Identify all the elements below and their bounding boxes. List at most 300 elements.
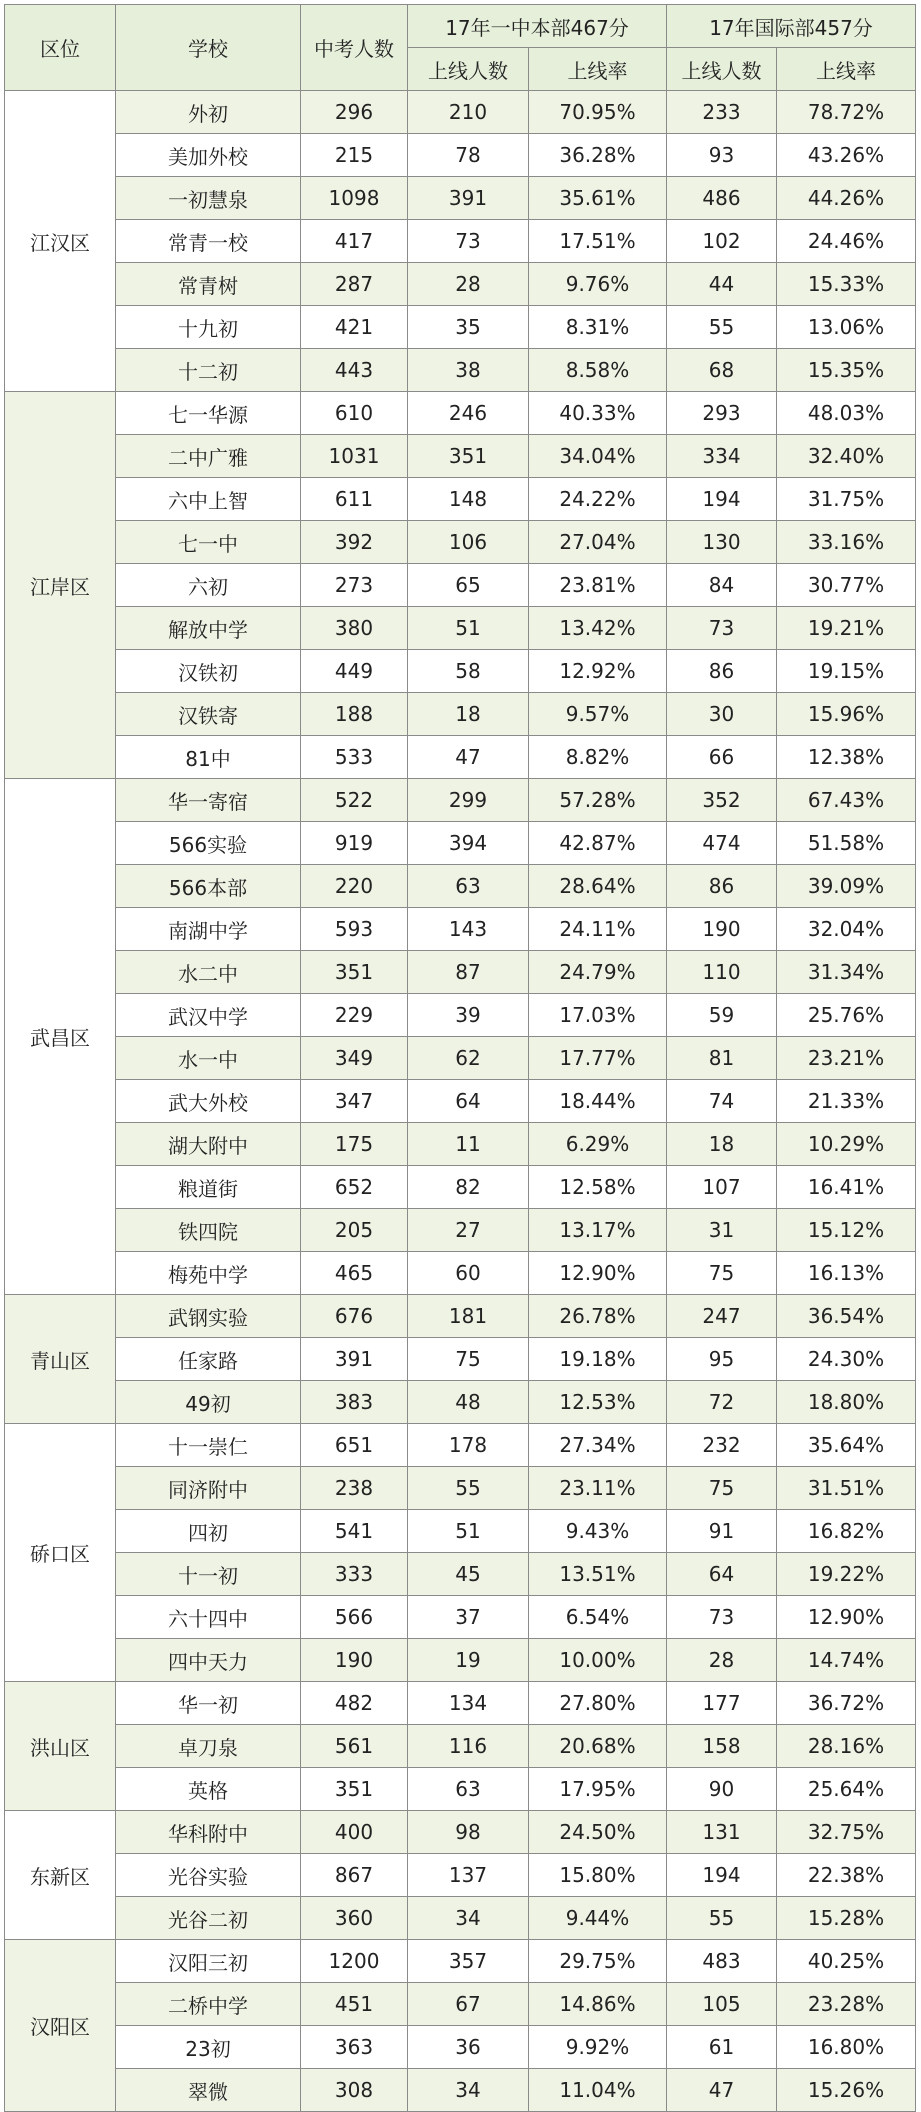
group1-passed-cell: 299 bbox=[408, 779, 529, 822]
school-cell: 梅苑中学 bbox=[116, 1252, 301, 1295]
group1-passed-cell: 181 bbox=[408, 1295, 529, 1338]
group1-passed-cell: 63 bbox=[408, 865, 529, 908]
exam-count-cell: 308 bbox=[301, 2069, 408, 2112]
school-cell: 六中上智 bbox=[116, 478, 301, 521]
group2-passed-cell: 59 bbox=[667, 994, 777, 1037]
table-row bbox=[5, 134, 916, 177]
exam-count-cell: 175 bbox=[301, 1123, 408, 1166]
group1-rate-cell: 57.28% bbox=[529, 779, 667, 822]
school-cell: 二中广雅 bbox=[116, 435, 301, 478]
group2-passed-cell: 81 bbox=[667, 1037, 777, 1080]
exam-count-cell: 392 bbox=[301, 521, 408, 564]
group2-passed-cell: 131 bbox=[667, 1811, 777, 1854]
exam-count-cell: 652 bbox=[301, 1166, 408, 1209]
group1-rate-cell: 42.87% bbox=[529, 822, 667, 865]
exam-count-cell: 347 bbox=[301, 1080, 408, 1123]
group2-rate-cell: 30.77% bbox=[777, 564, 916, 607]
group2-passed-cell: 190 bbox=[667, 908, 777, 951]
group2-passed-cell: 247 bbox=[667, 1295, 777, 1338]
district-cell: 武昌区 bbox=[5, 779, 116, 1295]
exam-count-cell: 380 bbox=[301, 607, 408, 650]
group2-rate-cell: 15.28% bbox=[777, 1897, 916, 1940]
group2-passed-cell: 44 bbox=[667, 263, 777, 306]
group1-rate-cell: 9.43% bbox=[529, 1510, 667, 1553]
group2-rate-cell: 43.26% bbox=[777, 134, 916, 177]
exam-count-cell: 522 bbox=[301, 779, 408, 822]
table-row bbox=[5, 521, 916, 564]
group2-passed-cell: 61 bbox=[667, 2026, 777, 2069]
group1-rate-cell: 17.95% bbox=[529, 1768, 667, 1811]
group2-passed-cell: 352 bbox=[667, 779, 777, 822]
exam-count-cell: 296 bbox=[301, 91, 408, 134]
group2-rate-cell: 31.34% bbox=[777, 951, 916, 994]
group2-passed-cell: 90 bbox=[667, 1768, 777, 1811]
group2-passed-cell: 68 bbox=[667, 349, 777, 392]
school-cell: 解放中学 bbox=[116, 607, 301, 650]
exam-count-cell: 561 bbox=[301, 1725, 408, 1768]
table-row bbox=[5, 564, 916, 607]
table-row bbox=[5, 1080, 916, 1123]
school-cell: 水一中 bbox=[116, 1037, 301, 1080]
group2-rate-cell: 14.74% bbox=[777, 1639, 916, 1682]
exam-count-cell: 215 bbox=[301, 134, 408, 177]
table-row bbox=[5, 2026, 916, 2069]
group1-passed-cell: 64 bbox=[408, 1080, 529, 1123]
school-cell: 十二初 bbox=[116, 349, 301, 392]
table-row bbox=[5, 1037, 916, 1080]
group1-rate-cell: 18.44% bbox=[529, 1080, 667, 1123]
school-cell: 四中天力 bbox=[116, 1639, 301, 1682]
table-row bbox=[5, 822, 916, 865]
table-row bbox=[5, 908, 916, 951]
exam-count-cell: 363 bbox=[301, 2026, 408, 2069]
group2-rate-cell: 28.16% bbox=[777, 1725, 916, 1768]
group2-passed-cell: 233 bbox=[667, 91, 777, 134]
group1-passed-cell: 11 bbox=[408, 1123, 529, 1166]
group2-passed-cell: 73 bbox=[667, 607, 777, 650]
group2-rate-cell: 16.82% bbox=[777, 1510, 916, 1553]
exam-count-cell: 220 bbox=[301, 865, 408, 908]
district-cell: 青山区 bbox=[5, 1295, 116, 1424]
table-row bbox=[5, 650, 916, 693]
group1-passed-cell: 37 bbox=[408, 1596, 529, 1639]
group1-rate-cell: 15.80% bbox=[529, 1854, 667, 1897]
school-cell: 汉铁寄 bbox=[116, 693, 301, 736]
school-cell: 常青一校 bbox=[116, 220, 301, 263]
exam-count-cell: 190 bbox=[301, 1639, 408, 1682]
exam-count-cell: 229 bbox=[301, 994, 408, 1037]
school-cell: 武大外校 bbox=[116, 1080, 301, 1123]
group2-rate-cell: 16.41% bbox=[777, 1166, 916, 1209]
group1-passed-cell: 60 bbox=[408, 1252, 529, 1295]
school-cell: 华科附中 bbox=[116, 1811, 301, 1854]
group1-passed-cell: 210 bbox=[408, 91, 529, 134]
group2-rate-cell: 19.21% bbox=[777, 607, 916, 650]
table-row bbox=[5, 1811, 916, 1854]
group1-passed-cell: 394 bbox=[408, 822, 529, 865]
table-row bbox=[5, 435, 916, 478]
group1-passed-cell: 67 bbox=[408, 1983, 529, 2026]
table-row bbox=[5, 306, 916, 349]
group2-passed-cell: 55 bbox=[667, 1897, 777, 1940]
group1-header: 17年一中本部467分 bbox=[408, 5, 667, 48]
school-cell: 49初 bbox=[116, 1381, 301, 1424]
group1-passed-cell: 47 bbox=[408, 736, 529, 779]
exam-count-cell: 351 bbox=[301, 951, 408, 994]
group1-rate-cell: 36.28% bbox=[529, 134, 667, 177]
table-row bbox=[5, 1424, 916, 1467]
table-row bbox=[5, 91, 916, 134]
group1-rate-cell: 24.11% bbox=[529, 908, 667, 951]
group1-passed-cell: 73 bbox=[408, 220, 529, 263]
group1-rate-cell: 17.03% bbox=[529, 994, 667, 1037]
group1-rate-cell: 27.04% bbox=[529, 521, 667, 564]
group2-rate-cell: 23.28% bbox=[777, 1983, 916, 2026]
exam-count-header: 中考人数 bbox=[301, 5, 408, 91]
group1-passed-cell: 98 bbox=[408, 1811, 529, 1854]
group2-passed-cell: 95 bbox=[667, 1338, 777, 1381]
school-cell: 23初 bbox=[116, 2026, 301, 2069]
group2-passed-cell: 102 bbox=[667, 220, 777, 263]
table-row bbox=[5, 1295, 916, 1338]
group2-rate-cell: 25.64% bbox=[777, 1768, 916, 1811]
group1-rate-cell: 29.75% bbox=[529, 1940, 667, 1983]
school-cell: 任家路 bbox=[116, 1338, 301, 1381]
group1-rate-cell: 13.17% bbox=[529, 1209, 667, 1252]
group1-rate-cell: 24.50% bbox=[529, 1811, 667, 1854]
group2-rate-cell: 12.90% bbox=[777, 1596, 916, 1639]
exam-count-cell: 449 bbox=[301, 650, 408, 693]
group2-rate-cell: 25.76% bbox=[777, 994, 916, 1037]
group1-passed-cell: 51 bbox=[408, 1510, 529, 1553]
group2-rate-cell: 33.16% bbox=[777, 521, 916, 564]
exam-count-cell: 333 bbox=[301, 1553, 408, 1596]
group1-passed-cell: 62 bbox=[408, 1037, 529, 1080]
school-header: 学校 bbox=[116, 5, 301, 91]
table-row bbox=[5, 1338, 916, 1381]
school-cell: 六初 bbox=[116, 564, 301, 607]
table-row bbox=[5, 1854, 916, 1897]
exam-count-cell: 421 bbox=[301, 306, 408, 349]
group2-rate-cell: 15.33% bbox=[777, 263, 916, 306]
group2-rate-cell: 19.22% bbox=[777, 1553, 916, 1596]
group1-passed-cell: 38 bbox=[408, 349, 529, 392]
table-row bbox=[5, 1725, 916, 1768]
group2-rate-cell: 15.35% bbox=[777, 349, 916, 392]
group2-rate-cell: 10.29% bbox=[777, 1123, 916, 1166]
district-cell: 江岸区 bbox=[5, 392, 116, 779]
exam-count-cell: 482 bbox=[301, 1682, 408, 1725]
exam-count-cell: 443 bbox=[301, 349, 408, 392]
table-row bbox=[5, 2069, 916, 2112]
district-cell: 东新区 bbox=[5, 1811, 116, 1940]
school-cell: 美加外校 bbox=[116, 134, 301, 177]
district-cell: 汉阳区 bbox=[5, 1940, 116, 2112]
group2-rate-header: 上线率 bbox=[777, 48, 916, 91]
exam-count-cell: 238 bbox=[301, 1467, 408, 1510]
school-cell: 光谷实验 bbox=[116, 1854, 301, 1897]
group2-rate-cell: 31.51% bbox=[777, 1467, 916, 1510]
group1-rate-cell: 8.82% bbox=[529, 736, 667, 779]
school-cell: 七一华源 bbox=[116, 392, 301, 435]
group2-rate-cell: 15.12% bbox=[777, 1209, 916, 1252]
group2-rate-cell: 36.72% bbox=[777, 1682, 916, 1725]
table-row bbox=[5, 994, 916, 1037]
group2-passed-cell: 474 bbox=[667, 822, 777, 865]
school-cell: 铁四院 bbox=[116, 1209, 301, 1252]
school-cell: 粮道街 bbox=[116, 1166, 301, 1209]
table-row bbox=[5, 263, 916, 306]
table-body bbox=[5, 91, 916, 2112]
group1-passed-cell: 148 bbox=[408, 478, 529, 521]
school-cell: 翠微 bbox=[116, 2069, 301, 2112]
group1-rate-cell: 27.34% bbox=[529, 1424, 667, 1467]
group2-passed-cell: 30 bbox=[667, 693, 777, 736]
table-row bbox=[5, 392, 916, 435]
table-row bbox=[5, 1123, 916, 1166]
group2-rate-cell: 35.64% bbox=[777, 1424, 916, 1467]
exam-count-cell: 287 bbox=[301, 263, 408, 306]
group1-rate-cell: 28.64% bbox=[529, 865, 667, 908]
group2-passed-cell: 483 bbox=[667, 1940, 777, 1983]
group2-passed-cell: 73 bbox=[667, 1596, 777, 1639]
table-row bbox=[5, 1682, 916, 1725]
table-row bbox=[5, 1381, 916, 1424]
group1-passed-cell: 18 bbox=[408, 693, 529, 736]
group2-passed-cell: 28 bbox=[667, 1639, 777, 1682]
group1-passed-cell: 48 bbox=[408, 1381, 529, 1424]
school-cell: 同济附中 bbox=[116, 1467, 301, 1510]
exam-count-cell: 1200 bbox=[301, 1940, 408, 1983]
group1-rate-cell: 12.53% bbox=[529, 1381, 667, 1424]
group2-passed-cell: 91 bbox=[667, 1510, 777, 1553]
group1-passed-cell: 34 bbox=[408, 1897, 529, 1940]
school-cell: 武汉中学 bbox=[116, 994, 301, 1037]
school-cell: 一初慧泉 bbox=[116, 177, 301, 220]
district-cell: 硚口区 bbox=[5, 1424, 116, 1682]
exam-count-cell: 867 bbox=[301, 1854, 408, 1897]
exam-count-cell: 593 bbox=[301, 908, 408, 951]
school-cell: 华一寄宿 bbox=[116, 779, 301, 822]
school-cell: 湖大附中 bbox=[116, 1123, 301, 1166]
group1-passed-cell: 137 bbox=[408, 1854, 529, 1897]
district-cell: 江汉区 bbox=[5, 91, 116, 392]
group1-passed-cell: 391 bbox=[408, 177, 529, 220]
group1-rate-cell: 9.76% bbox=[529, 263, 667, 306]
group2-rate-cell: 32.75% bbox=[777, 1811, 916, 1854]
group2-passed-cell: 55 bbox=[667, 306, 777, 349]
group2-rate-cell: 32.40% bbox=[777, 435, 916, 478]
table-row bbox=[5, 779, 916, 822]
table-row bbox=[5, 1467, 916, 1510]
group1-passed-cell: 143 bbox=[408, 908, 529, 951]
table-row bbox=[5, 1940, 916, 1983]
group1-passed-header: 上线人数 bbox=[408, 48, 529, 91]
group2-passed-cell: 72 bbox=[667, 1381, 777, 1424]
exam-count-cell: 417 bbox=[301, 220, 408, 263]
group1-passed-cell: 65 bbox=[408, 564, 529, 607]
group1-passed-cell: 58 bbox=[408, 650, 529, 693]
group1-rate-cell: 9.92% bbox=[529, 2026, 667, 2069]
exam-count-cell: 919 bbox=[301, 822, 408, 865]
group1-rate-cell: 8.31% bbox=[529, 306, 667, 349]
table-row bbox=[5, 177, 916, 220]
group2-passed-cell: 64 bbox=[667, 1553, 777, 1596]
group2-rate-cell: 44.26% bbox=[777, 177, 916, 220]
group1-rate-cell: 14.86% bbox=[529, 1983, 667, 2026]
group2-passed-cell: 84 bbox=[667, 564, 777, 607]
group2-rate-cell: 36.54% bbox=[777, 1295, 916, 1338]
group1-passed-cell: 116 bbox=[408, 1725, 529, 1768]
group2-rate-cell: 15.26% bbox=[777, 2069, 916, 2112]
group2-passed-cell: 110 bbox=[667, 951, 777, 994]
table-row bbox=[5, 1897, 916, 1940]
group1-passed-cell: 78 bbox=[408, 134, 529, 177]
group1-passed-cell: 82 bbox=[408, 1166, 529, 1209]
group2-rate-cell: 24.46% bbox=[777, 220, 916, 263]
group2-rate-cell: 39.09% bbox=[777, 865, 916, 908]
group1-passed-cell: 106 bbox=[408, 521, 529, 564]
exam-count-cell: 273 bbox=[301, 564, 408, 607]
group1-rate-cell: 6.54% bbox=[529, 1596, 667, 1639]
exam-count-cell: 610 bbox=[301, 392, 408, 435]
exam-count-cell: 391 bbox=[301, 1338, 408, 1381]
school-cell: 81中 bbox=[116, 736, 301, 779]
group2-passed-cell: 194 bbox=[667, 478, 777, 521]
group2-rate-cell: 21.33% bbox=[777, 1080, 916, 1123]
group2-passed-cell: 75 bbox=[667, 1252, 777, 1295]
group2-passed-cell: 86 bbox=[667, 650, 777, 693]
group2-passed-cell: 177 bbox=[667, 1682, 777, 1725]
group1-rate-cell: 23.11% bbox=[529, 1467, 667, 1510]
group1-rate-cell: 24.79% bbox=[529, 951, 667, 994]
group1-rate-cell: 12.58% bbox=[529, 1166, 667, 1209]
school-cell: 十一初 bbox=[116, 1553, 301, 1596]
group1-passed-cell: 134 bbox=[408, 1682, 529, 1725]
group1-rate-cell: 19.18% bbox=[529, 1338, 667, 1381]
group1-passed-cell: 27 bbox=[408, 1209, 529, 1252]
results-table bbox=[4, 4, 916, 2112]
group2-passed-cell: 107 bbox=[667, 1166, 777, 1209]
exam-count-cell: 651 bbox=[301, 1424, 408, 1467]
group2-rate-cell: 48.03% bbox=[777, 392, 916, 435]
group2-passed-cell: 486 bbox=[667, 177, 777, 220]
group1-passed-cell: 35 bbox=[408, 306, 529, 349]
exam-count-cell: 1098 bbox=[301, 177, 408, 220]
group2-passed-cell: 232 bbox=[667, 1424, 777, 1467]
school-cell: 566实验 bbox=[116, 822, 301, 865]
table-row bbox=[5, 607, 916, 650]
school-cell: 常青树 bbox=[116, 263, 301, 306]
school-cell: 卓刀泉 bbox=[116, 1725, 301, 1768]
group2-passed-cell: 130 bbox=[667, 521, 777, 564]
group1-rate-cell: 9.57% bbox=[529, 693, 667, 736]
group2-header: 17年国际部457分 bbox=[667, 5, 916, 48]
exam-count-cell: 676 bbox=[301, 1295, 408, 1338]
district-cell: 洪山区 bbox=[5, 1682, 116, 1811]
group1-rate-cell: 17.51% bbox=[529, 220, 667, 263]
table-row bbox=[5, 1209, 916, 1252]
group1-rate-cell: 10.00% bbox=[529, 1639, 667, 1682]
group2-passed-cell: 158 bbox=[667, 1725, 777, 1768]
group1-rate-cell: 6.29% bbox=[529, 1123, 667, 1166]
exam-count-cell: 1031 bbox=[301, 435, 408, 478]
group1-passed-cell: 34 bbox=[408, 2069, 529, 2112]
group1-rate-cell: 12.92% bbox=[529, 650, 667, 693]
group2-passed-cell: 86 bbox=[667, 865, 777, 908]
school-cell: 水二中 bbox=[116, 951, 301, 994]
table-row bbox=[5, 1983, 916, 2026]
exam-count-cell: 351 bbox=[301, 1768, 408, 1811]
school-cell: 光谷二初 bbox=[116, 1897, 301, 1940]
group1-rate-cell: 27.80% bbox=[529, 1682, 667, 1725]
group1-rate-cell: 34.04% bbox=[529, 435, 667, 478]
group1-passed-cell: 28 bbox=[408, 263, 529, 306]
group1-passed-cell: 63 bbox=[408, 1768, 529, 1811]
group1-rate-cell: 17.77% bbox=[529, 1037, 667, 1080]
school-cell: 武钢实验 bbox=[116, 1295, 301, 1338]
group2-rate-cell: 32.04% bbox=[777, 908, 916, 951]
exam-count-cell: 205 bbox=[301, 1209, 408, 1252]
group2-passed-cell: 75 bbox=[667, 1467, 777, 1510]
group2-passed-cell: 47 bbox=[667, 2069, 777, 2112]
table-row bbox=[5, 865, 916, 908]
group2-passed-cell: 293 bbox=[667, 392, 777, 435]
group1-rate-cell: 9.44% bbox=[529, 1897, 667, 1940]
exam-count-cell: 611 bbox=[301, 478, 408, 521]
table-row bbox=[5, 349, 916, 392]
group1-passed-cell: 45 bbox=[408, 1553, 529, 1596]
group2-rate-cell: 67.43% bbox=[777, 779, 916, 822]
group1-passed-cell: 246 bbox=[408, 392, 529, 435]
group2-rate-cell: 24.30% bbox=[777, 1338, 916, 1381]
group2-passed-cell: 74 bbox=[667, 1080, 777, 1123]
group2-passed-cell: 334 bbox=[667, 435, 777, 478]
school-cell: 六十四中 bbox=[116, 1596, 301, 1639]
group2-passed-header: 上线人数 bbox=[667, 48, 777, 91]
group1-passed-cell: 51 bbox=[408, 607, 529, 650]
group1-passed-cell: 178 bbox=[408, 1424, 529, 1467]
group2-rate-cell: 19.15% bbox=[777, 650, 916, 693]
school-cell: 汉阳三初 bbox=[116, 1940, 301, 1983]
table-row bbox=[5, 1639, 916, 1682]
exam-count-cell: 400 bbox=[301, 1811, 408, 1854]
group2-passed-cell: 105 bbox=[667, 1983, 777, 2026]
exam-count-cell: 383 bbox=[301, 1381, 408, 1424]
school-cell: 华一初 bbox=[116, 1682, 301, 1725]
group1-rate-cell: 11.04% bbox=[529, 2069, 667, 2112]
group2-passed-cell: 93 bbox=[667, 134, 777, 177]
table-row bbox=[5, 220, 916, 263]
group2-rate-cell: 12.38% bbox=[777, 736, 916, 779]
group1-passed-cell: 357 bbox=[408, 1940, 529, 1983]
school-cell: 四初 bbox=[116, 1510, 301, 1553]
school-cell: 七一中 bbox=[116, 521, 301, 564]
exam-count-cell: 451 bbox=[301, 1983, 408, 2026]
group1-passed-cell: 87 bbox=[408, 951, 529, 994]
exam-count-cell: 465 bbox=[301, 1252, 408, 1295]
table-row bbox=[5, 478, 916, 521]
school-cell: 南湖中学 bbox=[116, 908, 301, 951]
table-row bbox=[5, 1166, 916, 1209]
group1-rate-cell: 20.68% bbox=[529, 1725, 667, 1768]
group1-rate-header: 上线率 bbox=[529, 48, 667, 91]
group2-rate-cell: 18.80% bbox=[777, 1381, 916, 1424]
exam-count-cell: 349 bbox=[301, 1037, 408, 1080]
school-cell: 566本部 bbox=[116, 865, 301, 908]
group2-rate-cell: 16.80% bbox=[777, 2026, 916, 2069]
group1-rate-cell: 35.61% bbox=[529, 177, 667, 220]
